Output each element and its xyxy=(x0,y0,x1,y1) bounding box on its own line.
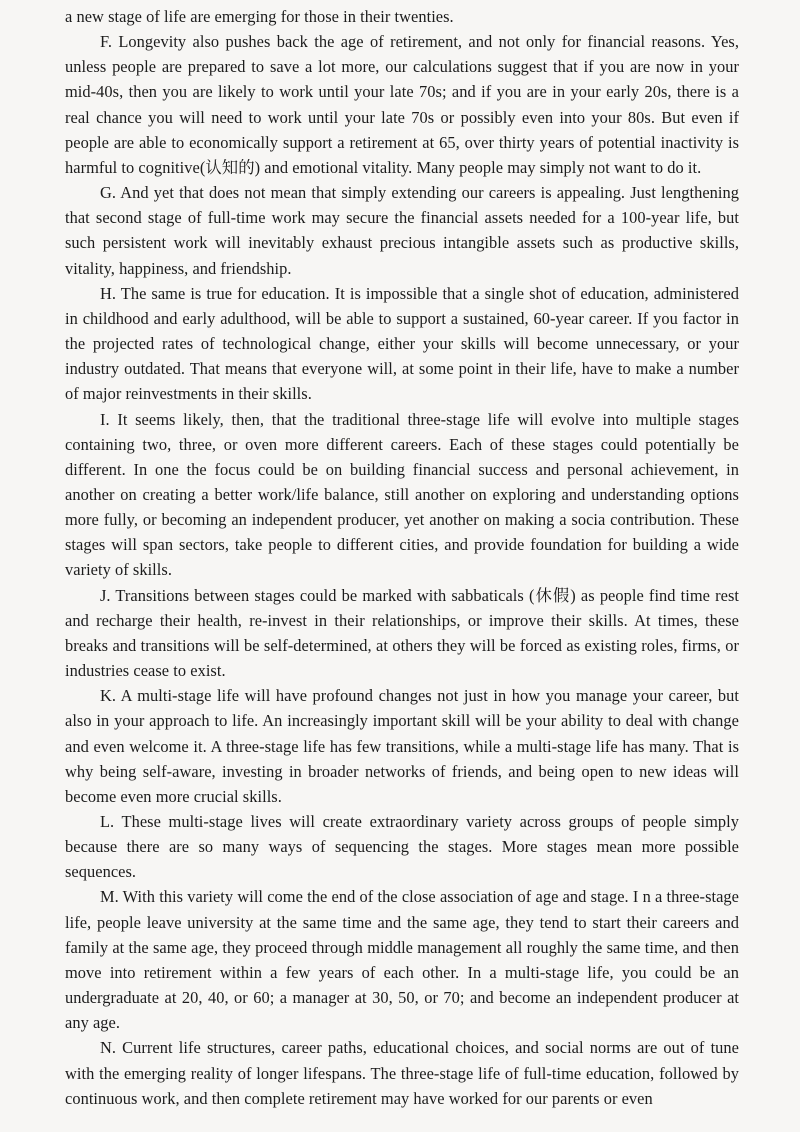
paragraph-m: M. With this variety will come the end of the close association of age and stage. I n a three-stage life, people leave university at the same time and the same age, they tend to start their careers and family at the same age, they proceed through middle management all roughly the same time, and then move into retirement within a few years of each other. In a multi-stage life, you could be an undergraduate at 20, 40, or 60; a manager at 30, 50, or 70; and become an independent producer at any age. xyxy=(65,887,739,1033)
paragraph-j: J. Transitions between stages could be marked with sabbaticals (休假) as people find time rest and recharge their health, re-invest in their relationships, or improve their skills. At times, these breaks and transitions will be self-determined, at others they will be forced as existing roles, firms, or industries cease to exist. xyxy=(65,585,739,681)
paragraph-h: H. The same is true for education. It is impossible that a single shot of education, administered in childhood and early adulthood, will be able to support a sustained, 60-year career. If you factor in the projected rates of technological change, either your skills will become unnecessary, or your industry outdated. That means that everyone will, at some point in their life, have to make a number of major reinvestments in their skills. xyxy=(65,283,739,404)
paragraph-n: N. Current life structures, career paths, educational choices, and social norms are out of tune with the emerging reality of longer lifespans. The three-stage life of full-time education, followed by continuous work, and then complete retirement may have worked for our parents or even xyxy=(65,1038,739,1108)
paragraph-l: L. These multi-stage lives will create extraordinary variety across groups of people simply because there are so many ways of sequencing the stages. More stages mean more possible sequences. xyxy=(65,812,739,882)
paragraph-continuation: a new stage of life are emerging for those in their twenties. xyxy=(65,7,454,26)
paragraph-k: K. A multi-stage life will have profound changes not just in how you manage your career, but also in your approach to life. An increasingly important skill will be your ability to deal with change and even welcome it. A three-stage life has few transitions, while a multi-stage life has many. That is why being self-aware, investing in broader networks of friends, and being open to new ideas will become even more crucial skills. xyxy=(65,686,739,806)
paragraph-i: I. It seems likely, then, that the traditional three-stage life will evolve into multiple stages containing two, three, or oven more different careers. Each of these stages could potentially be different. In one the focus could be on building financial success and personal achievement, in another on creating a better work/life balance, still another on exploring and understanding options more fully, or becoming an independent producer, yet another on making a socia contribution. These stages will span sectors, take people to different cities, and provide foundation for building a wide variety of skills. xyxy=(65,409,739,580)
paragraph-f: F. Longevity also pushes back the age of retirement, and not only for financial reasons. Yes, unless people are prepared to save a lot more, our calculations suggest that if you are now in your mid-40s, then you are likely to work until your late 70s; and if you are in your early 20s, there is a real chance you will need to work until your late 70s or possibly even into your 80s. But even if people are able to economically support a retirement at 65, over thirty years of potential inactivity is harmful to cognitive(认知的) and emotional vitality. Many people may simply not want to do it. xyxy=(65,32,739,177)
paragraph-g: G. And yet that does not mean that simply extending our careers is appealing. Just lengthening that second stage of full-time work may secure the financial assets needed for a 100-year life, but such persistent work will inevitably exhaust precious intangible assets such as productive skills, vitality, happiness, and friendship. xyxy=(65,183,739,278)
